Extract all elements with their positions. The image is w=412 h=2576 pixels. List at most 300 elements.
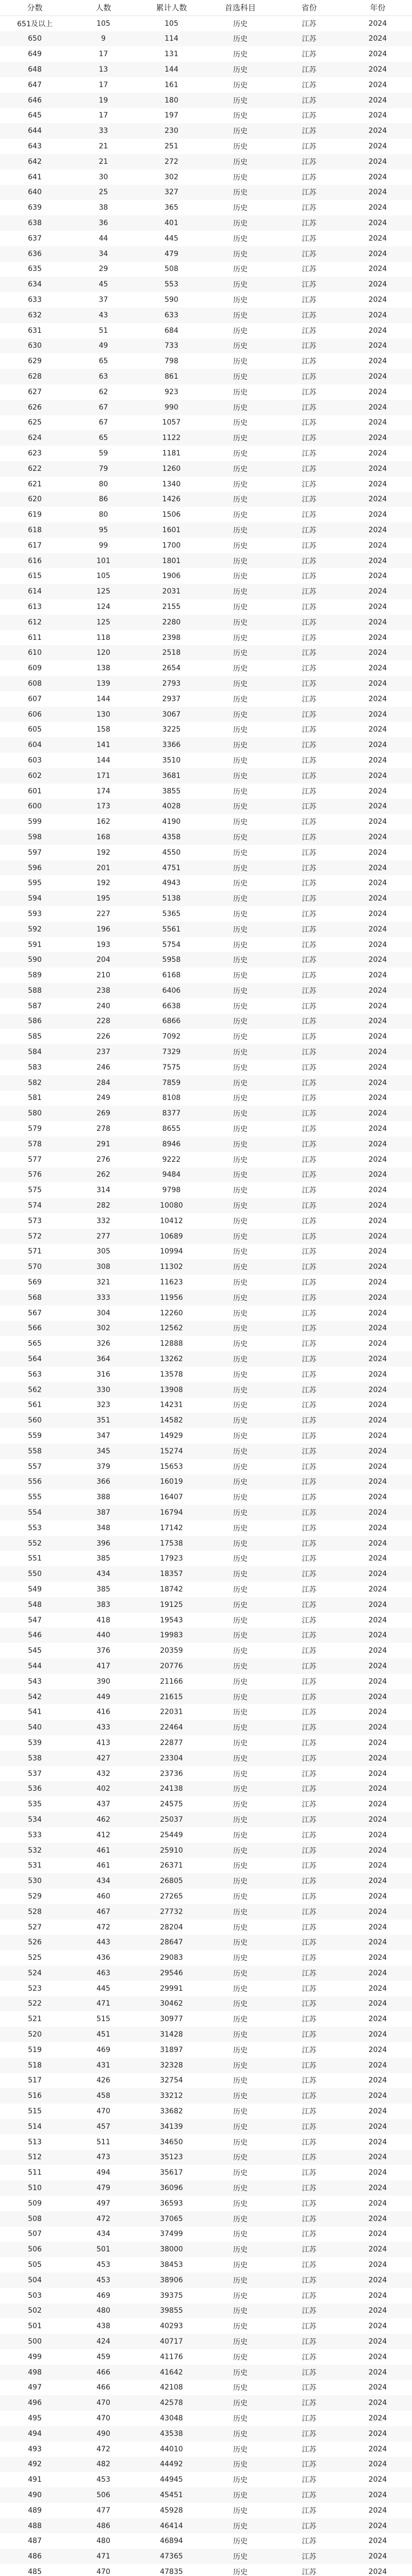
cell-province: 江苏 (275, 2318, 343, 2334)
cell-province: 江苏 (275, 1290, 343, 1306)
cell-cumulative: 161 (137, 77, 206, 93)
cell-year: 2024 (343, 323, 412, 338)
cell-cumulative: 3366 (137, 737, 206, 753)
cell-cumulative: 5138 (137, 891, 206, 906)
cell-year: 2024 (343, 2487, 412, 2503)
cell-subject: 历史 (206, 1965, 275, 1981)
cell-province: 江苏 (275, 875, 343, 891)
cell-province: 江苏 (275, 1520, 343, 1536)
cell-province: 江苏 (275, 2442, 343, 2457)
cell-province: 江苏 (275, 93, 343, 108)
cell-subject: 历史 (206, 1336, 275, 1351)
cell-score: 602 (0, 768, 70, 784)
cell-year: 2024 (343, 1198, 412, 1213)
cell-cumulative: 43048 (137, 2411, 206, 2426)
table-row (0, 2211, 412, 2227)
table-row (0, 522, 412, 538)
cell-cumulative: 2937 (137, 691, 206, 707)
cell-count: 432 (70, 1766, 137, 1782)
cell-province: 江苏 (275, 1751, 343, 1766)
cell-subject: 历史 (206, 2196, 275, 2211)
cell-subject: 历史 (206, 1029, 275, 1044)
cell-score: 574 (0, 1198, 70, 1213)
cell-count: 347 (70, 1428, 137, 1444)
cell-subject: 历史 (206, 154, 275, 170)
cell-subject: 历史 (206, 384, 275, 400)
cell-score: 566 (0, 1321, 70, 1336)
table-row (0, 1873, 412, 1889)
cell-subject: 历史 (206, 2011, 275, 2027)
cell-year: 2024 (343, 998, 412, 1014)
cell-province: 江苏 (275, 538, 343, 553)
cell-count: 436 (70, 1950, 137, 1965)
cell-province: 江苏 (275, 568, 343, 584)
cell-year: 2024 (343, 1889, 412, 1904)
cell-cumulative: 37499 (137, 2227, 206, 2242)
cell-cumulative: 3225 (137, 722, 206, 737)
cell-score: 536 (0, 1781, 70, 1797)
table-row (0, 292, 412, 308)
cell-subject: 历史 (206, 1213, 275, 1229)
cell-count: 466 (70, 2365, 137, 2380)
cell-cumulative: 2280 (137, 615, 206, 630)
cell-cumulative: 14929 (137, 1428, 206, 1444)
cell-count: 130 (70, 707, 137, 722)
cell-score: 493 (0, 2442, 70, 2457)
cell-score: 607 (0, 691, 70, 707)
cell-subject: 历史 (206, 2073, 275, 2089)
cell-subject: 历史 (206, 1536, 275, 1551)
cell-year: 2024 (343, 1904, 412, 1920)
cell-cumulative: 35123 (137, 2150, 206, 2165)
cell-score: 641 (0, 170, 70, 185)
table-row (0, 1766, 412, 1782)
cell-year: 2024 (343, 1106, 412, 1121)
cell-count: 416 (70, 1704, 137, 1720)
table-row (0, 2242, 412, 2257)
cell-score: 501 (0, 2318, 70, 2334)
header-score: 分数 (0, 0, 70, 15)
cell-count: 351 (70, 1413, 137, 1428)
cell-count: 21 (70, 139, 137, 154)
cell-cumulative: 9484 (137, 1167, 206, 1183)
cell-year: 2024 (343, 1275, 412, 1290)
cell-score: 490 (0, 2487, 70, 2503)
cell-cumulative: 21166 (137, 1674, 206, 1689)
cell-cumulative: 1057 (137, 415, 206, 431)
cell-count: 277 (70, 1229, 137, 1244)
cell-year: 2024 (343, 1628, 412, 1643)
cell-score: 544 (0, 1658, 70, 1674)
cell-count: 49 (70, 338, 137, 354)
cell-cumulative: 4028 (137, 799, 206, 814)
cell-score: 638 (0, 215, 70, 231)
cell-province: 江苏 (275, 584, 343, 599)
cell-count: 458 (70, 2088, 137, 2104)
cell-cumulative: 6406 (137, 983, 206, 998)
table-row (0, 860, 412, 876)
cell-year: 2024 (343, 2227, 412, 2242)
cell-province: 江苏 (275, 860, 343, 876)
cell-province: 江苏 (275, 185, 343, 200)
cell-count: 417 (70, 1658, 137, 1674)
cell-cumulative: 34650 (137, 2134, 206, 2150)
cell-year: 2024 (343, 1290, 412, 1306)
table-row (0, 1920, 412, 1935)
cell-year: 2024 (343, 1751, 412, 1766)
cell-count: 291 (70, 1137, 137, 1152)
table-row (0, 246, 412, 262)
cell-year: 2024 (343, 277, 412, 292)
cell-province: 江苏 (275, 108, 343, 124)
cell-score: 533 (0, 1827, 70, 1843)
cell-province: 江苏 (275, 829, 343, 845)
cell-subject: 历史 (206, 1489, 275, 1505)
cell-cumulative: 479 (137, 246, 206, 262)
table-row (0, 1489, 412, 1505)
cell-score: 523 (0, 1981, 70, 1996)
cell-count: 141 (70, 737, 137, 753)
cell-province: 江苏 (275, 1735, 343, 1751)
table-row (0, 2027, 412, 2042)
cell-count: 262 (70, 1167, 137, 1183)
cell-score: 636 (0, 246, 70, 262)
cell-province: 江苏 (275, 2395, 343, 2411)
cell-year: 2024 (343, 2564, 412, 2576)
cell-score: 608 (0, 676, 70, 691)
cell-province: 江苏 (275, 2472, 343, 2487)
cell-subject: 历史 (206, 1582, 275, 1597)
cell-year: 2024 (343, 1075, 412, 1091)
header-count: 人数 (70, 0, 137, 15)
cell-subject: 历史 (206, 1321, 275, 1336)
cell-score: 488 (0, 2518, 70, 2534)
cell-subject: 历史 (206, 353, 275, 369)
cell-score: 622 (0, 461, 70, 477)
table-row (0, 1674, 412, 1689)
cell-score: 627 (0, 384, 70, 400)
cell-year: 2024 (343, 2442, 412, 2457)
cell-score: 553 (0, 1520, 70, 1536)
cell-year: 2024 (343, 46, 412, 62)
cell-count: 472 (70, 1920, 137, 1935)
table-row (0, 1613, 412, 1628)
cell-year: 2024 (343, 292, 412, 308)
table-row (0, 1137, 412, 1152)
table-row (0, 615, 412, 630)
cell-count: 118 (70, 630, 137, 646)
table-row (0, 968, 412, 983)
cell-count: 490 (70, 2426, 137, 2442)
cell-subject: 历史 (206, 568, 275, 584)
cell-subject: 历史 (206, 1628, 275, 1643)
cell-province: 江苏 (275, 1367, 343, 1382)
cell-count: 30 (70, 170, 137, 185)
cell-score: 645 (0, 108, 70, 124)
cell-score: 518 (0, 2058, 70, 2073)
cell-year: 2024 (343, 660, 412, 676)
table-row (0, 937, 412, 953)
cell-count: 390 (70, 1674, 137, 1689)
cell-year: 2024 (343, 1766, 412, 1782)
cell-score: 559 (0, 1428, 70, 1444)
table-row (0, 2365, 412, 2380)
cell-score: 528 (0, 1904, 70, 1920)
cell-score: 626 (0, 400, 70, 415)
cell-score: 496 (0, 2395, 70, 2411)
cell-subject: 历史 (206, 1444, 275, 1459)
cell-cumulative: 27265 (137, 1889, 206, 1904)
cell-count: 171 (70, 768, 137, 784)
cell-score: 603 (0, 753, 70, 768)
cell-year: 2024 (343, 2042, 412, 2058)
cell-cumulative: 40717 (137, 2334, 206, 2349)
cell-province: 江苏 (275, 2334, 343, 2349)
cell-province: 江苏 (275, 1444, 343, 1459)
cell-province: 江苏 (275, 1398, 343, 1413)
table-row (0, 15, 412, 31)
cell-subject: 历史 (206, 2549, 275, 2564)
table-row (0, 1858, 412, 1873)
cell-province: 江苏 (275, 1889, 343, 1904)
cell-province: 江苏 (275, 1827, 343, 1843)
table-row (0, 262, 412, 277)
cell-cumulative: 32754 (137, 2073, 206, 2089)
cell-year: 2024 (343, 2196, 412, 2211)
cell-province: 江苏 (275, 200, 343, 215)
cell-subject: 历史 (206, 1950, 275, 1965)
table-row (0, 2073, 412, 2089)
cell-subject: 历史 (206, 615, 275, 630)
cell-province: 江苏 (275, 1428, 343, 1444)
cell-subject: 历史 (206, 753, 275, 768)
cell-cumulative: 46414 (137, 2518, 206, 2534)
cell-subject: 历史 (206, 2334, 275, 2349)
cell-score: 593 (0, 906, 70, 922)
table-row (0, 707, 412, 722)
cell-year: 2024 (343, 1613, 412, 1628)
cell-score: 551 (0, 1551, 70, 1566)
cell-year: 2024 (343, 737, 412, 753)
cell-subject: 历史 (206, 2303, 275, 2319)
cell-count: 383 (70, 1597, 137, 1613)
cell-subject: 历史 (206, 1843, 275, 1858)
table-row (0, 139, 412, 154)
cell-score: 621 (0, 477, 70, 492)
cell-year: 2024 (343, 722, 412, 737)
cell-year: 2024 (343, 1259, 412, 1275)
cell-province: 江苏 (275, 1766, 343, 1782)
cell-score: 620 (0, 492, 70, 507)
cell-count: 480 (70, 2533, 137, 2549)
cell-score: 486 (0, 2549, 70, 2564)
cell-cumulative: 10412 (137, 1213, 206, 1229)
cell-score: 578 (0, 1137, 70, 1152)
cell-year: 2024 (343, 568, 412, 584)
cell-cumulative: 798 (137, 353, 206, 369)
cell-cumulative: 4943 (137, 875, 206, 891)
cell-count: 240 (70, 998, 137, 1014)
cell-province: 江苏 (275, 1996, 343, 2012)
cell-province: 江苏 (275, 2457, 343, 2472)
cell-cumulative: 14231 (137, 1398, 206, 1413)
cell-province: 江苏 (275, 2288, 343, 2303)
cell-subject: 历史 (206, 308, 275, 323)
cell-score: 616 (0, 553, 70, 569)
cell-score: 600 (0, 799, 70, 814)
cell-score: 506 (0, 2242, 70, 2257)
cell-year: 2024 (343, 1382, 412, 1398)
cell-score: 567 (0, 1306, 70, 1321)
cell-subject: 历史 (206, 1075, 275, 1091)
table-row (0, 799, 412, 814)
cell-year: 2024 (343, 2365, 412, 2380)
cell-score: 650 (0, 31, 70, 47)
cell-score: 596 (0, 860, 70, 876)
cell-subject: 历史 (206, 952, 275, 968)
cell-subject: 历史 (206, 2426, 275, 2442)
cell-year: 2024 (343, 2472, 412, 2487)
cell-count: 463 (70, 1965, 137, 1981)
table-row (0, 1306, 412, 1321)
cell-subject: 历史 (206, 1044, 275, 1060)
table-row (0, 1275, 412, 1290)
header-row (0, 0, 412, 15)
cell-subject: 历史 (206, 1137, 275, 1152)
cell-count: 193 (70, 937, 137, 953)
cell-count: 284 (70, 1075, 137, 1091)
table-row (0, 2380, 412, 2396)
cell-count: 238 (70, 983, 137, 998)
table-row (0, 2273, 412, 2288)
cell-cumulative: 47365 (137, 2549, 206, 2564)
table-row (0, 1981, 412, 1996)
cell-year: 2024 (343, 1137, 412, 1152)
cell-subject: 历史 (206, 123, 275, 139)
cell-count: 515 (70, 2011, 137, 2027)
cell-province: 江苏 (275, 968, 343, 983)
cell-score: 594 (0, 891, 70, 906)
table-row (0, 1213, 412, 1229)
cell-cumulative: 26371 (137, 1858, 206, 1873)
cell-province: 江苏 (275, 2058, 343, 2073)
cell-count: 511 (70, 2134, 137, 2150)
cell-subject: 历史 (206, 2442, 275, 2457)
cell-score: 562 (0, 1382, 70, 1398)
cell-year: 2024 (343, 2288, 412, 2303)
table-row (0, 1198, 412, 1213)
cell-count: 80 (70, 507, 137, 522)
cell-count: 162 (70, 814, 137, 829)
cell-province: 江苏 (275, 492, 343, 507)
table-row (0, 1444, 412, 1459)
cell-cumulative: 44945 (137, 2472, 206, 2487)
cell-cumulative: 923 (137, 384, 206, 400)
cell-score: 494 (0, 2426, 70, 2442)
cell-count: 470 (70, 2564, 137, 2576)
cell-count: 470 (70, 2411, 137, 2426)
table-row (0, 2104, 412, 2119)
table-row (0, 1935, 412, 1950)
table-row (0, 185, 412, 200)
cell-cumulative: 2155 (137, 599, 206, 615)
table-row (0, 2442, 412, 2457)
cell-cumulative: 180 (137, 93, 206, 108)
cell-cumulative: 24575 (137, 1797, 206, 1812)
cell-province: 江苏 (275, 1704, 343, 1720)
cell-score: 492 (0, 2457, 70, 2472)
cell-subject: 历史 (206, 599, 275, 615)
cell-year: 2024 (343, 93, 412, 108)
header-province: 省份 (275, 0, 343, 15)
cell-year: 2024 (343, 2426, 412, 2442)
table-row (0, 553, 412, 569)
table-row (0, 2257, 412, 2273)
cell-year: 2024 (343, 1566, 412, 1582)
cell-cumulative: 1906 (137, 568, 206, 584)
cell-year: 2024 (343, 906, 412, 922)
cell-count: 144 (70, 753, 137, 768)
cell-count: 364 (70, 1351, 137, 1367)
cell-cumulative: 18357 (137, 1566, 206, 1582)
table-row (0, 584, 412, 599)
cell-count: 471 (70, 2549, 137, 2564)
cell-score: 517 (0, 2073, 70, 2089)
cell-subject: 历史 (206, 2134, 275, 2150)
cell-subject: 历史 (206, 1889, 275, 1904)
cell-province: 江苏 (275, 522, 343, 538)
cell-year: 2024 (343, 2334, 412, 2349)
cell-province: 江苏 (275, 1259, 343, 1275)
cell-cumulative: 25037 (137, 1812, 206, 1827)
cell-province: 江苏 (275, 2073, 343, 2089)
cell-province: 江苏 (275, 2011, 343, 2027)
cell-cumulative: 41642 (137, 2365, 206, 2380)
table-row (0, 215, 412, 231)
cell-count: 345 (70, 1444, 137, 1459)
cell-cumulative: 36593 (137, 2196, 206, 2211)
cell-subject: 历史 (206, 262, 275, 277)
cell-subject: 历史 (206, 660, 275, 676)
cell-cumulative: 44010 (137, 2442, 206, 2457)
cell-subject: 历史 (206, 1981, 275, 1996)
table-row (0, 1044, 412, 1060)
cell-subject: 历史 (206, 1520, 275, 1536)
cell-subject: 历史 (206, 1996, 275, 2012)
cell-cumulative: 1506 (137, 507, 206, 522)
table-row (0, 2349, 412, 2365)
cell-count: 276 (70, 1152, 137, 1167)
cell-count: 494 (70, 2165, 137, 2180)
cell-count: 449 (70, 1689, 137, 1705)
cell-province: 江苏 (275, 2150, 343, 2165)
cell-province: 江苏 (275, 215, 343, 231)
cell-count: 86 (70, 492, 137, 507)
cell-score: 592 (0, 922, 70, 937)
cell-province: 江苏 (275, 2227, 343, 2242)
cell-province: 江苏 (275, 983, 343, 998)
cell-province: 江苏 (275, 2165, 343, 2180)
cell-score: 639 (0, 200, 70, 215)
cell-year: 2024 (343, 1306, 412, 1321)
cell-province: 江苏 (275, 1167, 343, 1183)
cell-cumulative: 365 (137, 200, 206, 215)
cell-subject: 历史 (206, 215, 275, 231)
cell-province: 江苏 (275, 1275, 343, 1290)
cell-score: 628 (0, 369, 70, 384)
cell-year: 2024 (343, 1658, 412, 1674)
cell-province: 江苏 (275, 1029, 343, 1044)
